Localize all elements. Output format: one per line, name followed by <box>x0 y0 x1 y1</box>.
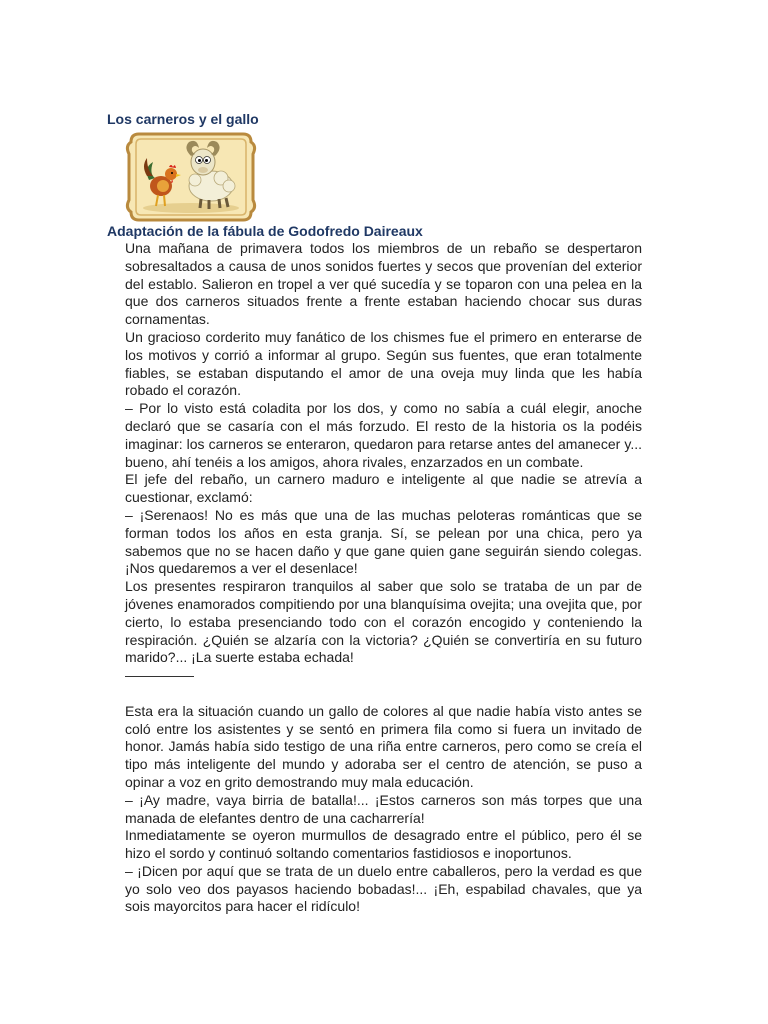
paragraph: – Por lo visto está coladita por los dos, y como no sabía a cuál elegir, anoche declaró que se casaría con el más forzudo. El resto de la historia os la podéis imaginar: los carneros se enteraron, quedaron para retarse antes del amanecer y... bueno, ahí tenéis a los amigos, ahora rivales, enzarzados en un combate. <box>125 400 642 470</box>
paragraph: Esta era la situación cuando un gallo de colores al que nadie había visto antes se coló entre los asistentes y se sentó en primera fila como si fuera un invitado de honor. Jamás había sido testigo de una riña entre carneros, pero como se creía el tipo más inteligente del mundo y adoraba ser el centro de atención, se puso a opinar a voz en grito demostrando muy mala educación. <box>125 702 642 790</box>
paragraph: – ¡Dicen por aquí que se trata de un duelo entre caballeros, pero la verdad es que yo solo veo dos payasos haciendo bobadas!... ¡Eh, espabilad chavales, que ya sois mayorcitos para hacer el ridículo! <box>125 862 642 915</box>
paragraph: Los presentes respiraron tranquilos al saber que solo se trataba de un par de jóvenes enamorados compitiendo por una blanquísima ovejita; una ovejita que, por cierto, lo estaba presenciando todo con el corazón encogido y conteniendo la respiración. ¿Quién se alzaría con la victoria? ¿Quién se convertiría en su futuro marido?... ¡La suerte estaba echada! <box>125 578 642 666</box>
story-body <box>125 240 642 916</box>
story-subtitle: Adaptación de la fábula de Godofredo Daireaux <box>107 223 423 239</box>
section-divider <box>125 667 642 685</box>
paragraph: Un gracioso corderito muy fanático de los chismes fue el primero en enterarse de los motivos y corrió a informar al grupo. Según sus fuentes, que eran totalmente fiables, se estaban disputando el amor de una oveja muy linda que les había robado el corazón. <box>125 328 642 399</box>
story-illustration <box>125 128 257 225</box>
paragraph: – ¡Serenaos! No es más que una de las muchas peloteras románticas que se forman todos los años en esta granja. Sí, se pelean por una chica, pero ya sabemos que no se hacen daño y que gane quien gane seguirán siendo colegas. ¡Nos quedaremos a ver el desenlace! <box>125 506 642 577</box>
story-title: Los carneros y el gallo <box>107 111 259 127</box>
paragraph: Una mañana de primavera todos los miembros de un rebaño se despertaron sobresaltados a causa de unos sonidos fuertes y secos que provenían del exterior del establo. Salieron en tropel a ver qué sucedía y se toparon con una pelea en la que dos carneros situados frente a frente estaban haciendo chocar sus duras cornamentas. <box>125 240 642 328</box>
paragraph: Inmediatamente se oyeron murmullos de desagrado entre el público, pero él se hizo el sordo y continuó soltando comentarios fastidiosos e inoportunos. <box>125 827 642 862</box>
divider-line <box>125 676 194 677</box>
paragraph: – ¡Ay madre, vaya birria de batalla!... ¡Estos carneros son más torpes que una manada de elefantes dentro de una cacharrería! <box>125 791 642 826</box>
rooster-and-ram-icon <box>125 128 257 225</box>
blank-line <box>125 685 642 703</box>
paragraph: El jefe del rebaño, un carnero maduro e inteligente al que nadie se atrevía a cuestionar, exclamó: <box>125 471 642 506</box>
